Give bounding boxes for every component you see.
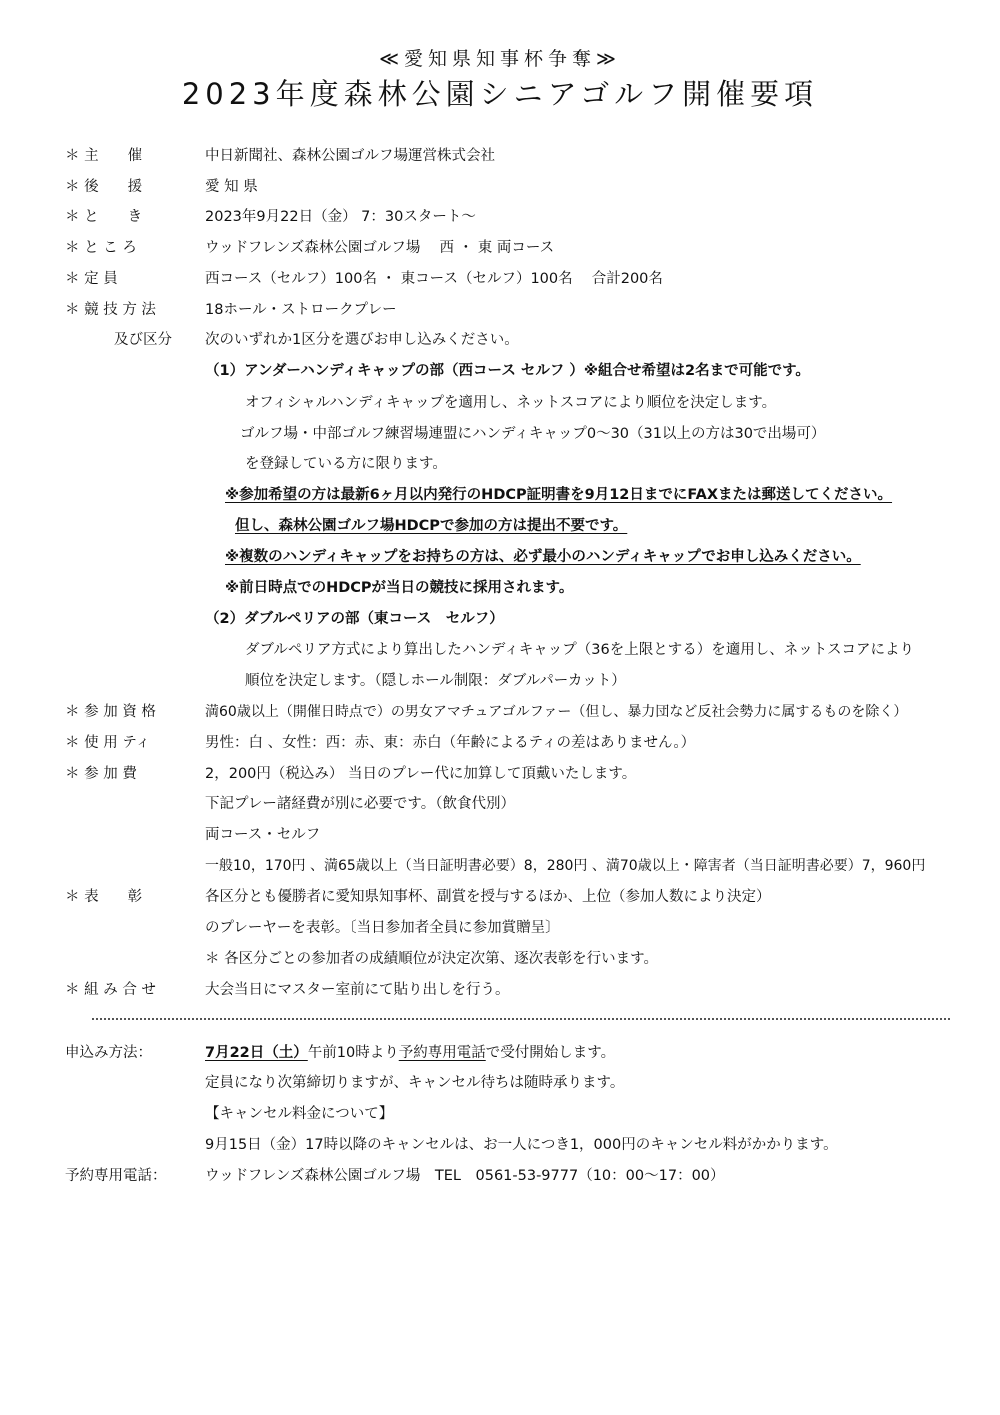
division-note-1: ※参加希望の方は最新6ヶ月以内発行のHDCP証明書を9月12日までにFAXまたは郵送してください。	[225, 487, 893, 503]
value-eligibility: 満60歳以上（開催日時点で）の男女アマチュアゴルファー（但し、暴力団など反社会勢力に属するものを除く）	[205, 704, 908, 720]
label-method: ＊ 競 技 方 法	[65, 302, 156, 318]
value-date: 2023年9月22日（金） 7：30スタート～	[205, 209, 476, 225]
dotted-divider	[92, 1018, 950, 1020]
division-note-3: ※複数のハンディキャップをお持ちの方は、必ず最小のハンディキャップでお申し込みください。	[225, 549, 861, 565]
award-line-3: ＊ 各区分ごとの参加者の成績順位が決定次第、逐次表彰を行います。	[205, 951, 658, 967]
fee-line-4: 一般10，170円 、満65歳以上（当日証明書必要）8，280円 、満70歳以上・障害者（当日証明書必要）7，960円	[205, 858, 926, 874]
label-organizer: ＊ 主 催	[65, 148, 143, 164]
label-application: 申込み方法：	[65, 1045, 152, 1061]
value-place: ウッドフレンズ森林公園ゴルフ場 西 ・ 東 両コース	[205, 240, 555, 256]
label-tee: ＊ 使 用 ティ	[65, 735, 151, 751]
value-reservation-phone: ウッドフレンズ森林公園ゴルフ場 TEL 0561-53-9777（10：00～17：00）	[205, 1168, 725, 1184]
fee-line-3: 両コース・セルフ	[205, 827, 321, 843]
label-place: ＊ と こ ろ	[65, 240, 137, 256]
application-start-time: 午前10時より	[307, 1045, 399, 1061]
value-method: 18ホール・ストロークプレー	[205, 302, 397, 318]
label-eligibility: ＊ 参 加 資 格	[65, 704, 156, 720]
division-1-line-3: を登録している方に限ります。	[245, 456, 447, 472]
division-note-2: 但し、森林公園ゴルフ場HDCPで参加の方は提出不要です。	[235, 518, 628, 534]
award-line-1: 各区分とも優勝者に愛知県知事杯、副賞を授与するほか、上位（参加人数により決定）	[205, 889, 771, 905]
label-support: ＊ 後 援	[65, 179, 143, 195]
application-line-1	[205, 1043, 615, 1063]
application-line-1-end: で受付開始します。	[485, 1045, 616, 1061]
division-1-title: （1）アンダーハンディキャップの部（西コース セルフ ）※組合せ希望は2名まで可能です。	[205, 363, 810, 379]
division-intro: 次のいずれか1区分を選びお申し込みください。	[205, 332, 519, 348]
application-start-date: 7月22日（土）	[205, 1045, 308, 1061]
value-tee: 男性：白 、女性：西：赤、東：赤白（年齢によるティの差はありません。）	[205, 735, 696, 751]
fee-line-1: 2，200円（税込み） 当日のプレー代に加算して頂戴いたします。	[205, 766, 637, 782]
label-division: 及び区分	[114, 332, 172, 348]
value-organizer: 中日新聞社、森林公園ゴルフ場運営株式会社	[205, 148, 495, 164]
label-fee: ＊ 参 加 費	[65, 766, 137, 782]
division-2-line-2: 順位を決定します。（隠しホール制限：ダブルパーカット）	[245, 673, 626, 689]
award-line-2: のプレーヤーを表彰。〔当日参加者全員に参加賞贈呈〕	[205, 920, 560, 936]
value-support: 愛 知 県	[205, 179, 258, 195]
application-line-3: 【キャンセル料金について】	[205, 1106, 394, 1122]
division-1-line-2: ゴルフ場・中部ゴルフ練習場連盟にハンディキャップ0～30（31以上の方は30で出場可）	[240, 426, 826, 442]
division-note-4: ※前日時点でのHDCPが当日の競技に採用されます。	[225, 580, 574, 596]
label-pairing: ＊ 組 み 合 せ	[65, 982, 156, 998]
fee-line-2: 下記プレー諸経費が別に必要です。（飲食代別）	[205, 796, 516, 812]
division-2-title: （2）ダブルペリアの部（東コース セルフ）	[205, 611, 504, 627]
application-line-2: 定員になり次第締切りますが、キャンセル待ちは随時承ります。	[205, 1075, 625, 1091]
value-capacity: 西コース（セルフ）100名 ・ 東コース（セルフ）100名 合計200名	[205, 271, 663, 287]
subtitle: ≪愛知県知事杯争奪≫	[379, 48, 621, 70]
division-1-line-1: オフィシャルハンディキャップを適用し、ネットスコアにより順位を決定します。	[245, 395, 777, 411]
page-title: 2023年度森林公園シニアゴルフ開催要項	[181, 77, 819, 111]
label-date: ＊ と き	[65, 209, 143, 225]
value-pairing: 大会当日にマスター室前にて貼り出しを行う。	[205, 982, 510, 998]
label-award: ＊ 表 彰	[65, 889, 143, 905]
label-reservation-phone: 予約専用電話：	[65, 1168, 167, 1184]
label-capacity: ＊ 定 員	[65, 271, 118, 287]
application-line-4: 9月15日（金）17時以降のキャンセルは、お一人につき1，000円のキャンセル料がかかります。	[205, 1137, 838, 1153]
division-2-line-1: ダブルペリア方式により算出したハンディキャップ（36を上限とする）を適用し、ネットスコアにより	[245, 642, 915, 658]
application-phone-ref: 予約専用電話	[398, 1045, 486, 1061]
